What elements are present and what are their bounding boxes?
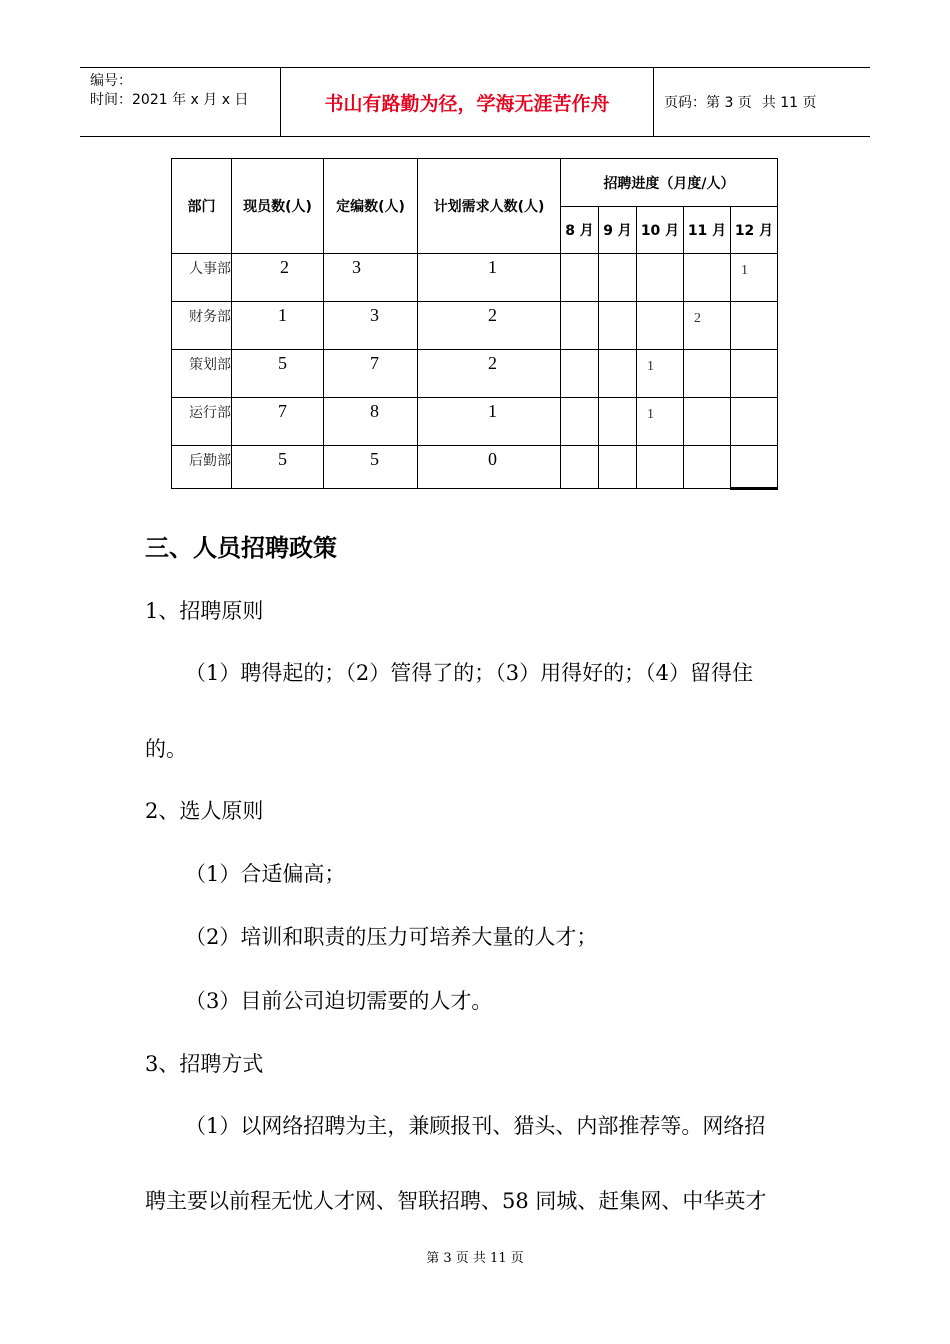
table-row — [172, 254, 778, 302]
cell-m10 — [637, 446, 684, 489]
cell-m12 — [731, 302, 778, 350]
cell-m9 — [599, 302, 637, 350]
cell-dept: 后勤部 — [172, 446, 232, 489]
page-label: 页码：第 3 页 — [664, 95, 752, 111]
heading-methods: 3、招聘方式 — [145, 1052, 264, 1076]
methods-line-1: （1）以网络招聘为主，兼顾报刊、猎头、内部推荐等。网络招 — [185, 1114, 766, 1138]
cell-m9 — [599, 254, 637, 302]
cell-plan: 0 — [418, 446, 561, 489]
cell-m12 — [731, 350, 778, 398]
selection-item-2: （2）培训和职责的压力可培养大量的人才； — [185, 925, 598, 949]
cell-plan: 2 — [418, 302, 561, 350]
heading-selection: 2、选人原则 — [145, 799, 264, 823]
header-month-10: 10 月 — [637, 207, 684, 254]
selection-item-1: （1）合适偏高； — [185, 862, 346, 886]
cell-m8 — [561, 398, 599, 446]
header-current-staff: 现员数(人) — [232, 159, 324, 254]
principles-line-2: 的。 — [145, 737, 187, 761]
cell-current: 5 — [232, 350, 324, 398]
total-pages-label: 共 11 页 — [761, 95, 817, 111]
cell-m8 — [561, 254, 599, 302]
cell-m12 — [731, 398, 778, 446]
selection-item-3: （3）目前公司迫切需要的人才。 — [185, 989, 493, 1013]
cell-quota: 7 — [324, 350, 418, 398]
cell-m11 — [684, 350, 731, 398]
header-month-12: 12 月 — [731, 207, 778, 254]
header-month-11: 11 月 — [684, 207, 731, 254]
cell-m10: 1 — [637, 350, 684, 398]
time-label: 时间：2021 年 x 月 x 日 — [90, 92, 249, 108]
cell-dept: 策划部 — [172, 350, 232, 398]
cell-m10: 1 — [637, 398, 684, 446]
header-quota: 定编数(人) — [324, 159, 418, 254]
recruitment-table — [171, 158, 778, 490]
cell-m9 — [599, 398, 637, 446]
principles-line-1: （1）聘得起的；（2）管得了的；（3）用得好的；（4）留得住 — [185, 661, 753, 685]
header-meta — [80, 68, 281, 136]
cell-quota: 3 — [324, 254, 418, 302]
cell-current: 5 — [232, 446, 324, 489]
heading-principles: 1、招聘原则 — [145, 599, 264, 623]
table-row — [172, 398, 778, 446]
number-label: 编号： — [90, 73, 132, 89]
page-header — [80, 67, 870, 137]
cell-current: 7 — [232, 398, 324, 446]
header-planned-demand: 计划需求人数(人) — [418, 159, 561, 254]
header-month-9: 9 月 — [599, 207, 637, 254]
table-row — [172, 350, 778, 398]
cell-current: 2 — [232, 254, 324, 302]
cell-current: 1 — [232, 302, 324, 350]
page-footer: 第 3 页 共 11 页 — [426, 1251, 524, 1266]
cell-m10 — [637, 302, 684, 350]
cell-m11 — [684, 254, 731, 302]
cell-quota: 8 — [324, 398, 418, 446]
cell-m12 — [731, 446, 778, 489]
cell-plan: 1 — [418, 398, 561, 446]
cell-m10 — [637, 254, 684, 302]
table-row — [172, 446, 778, 489]
cell-dept: 人事部 — [172, 254, 232, 302]
cell-m9 — [599, 446, 637, 489]
methods-line-2: 聘主要以前程无忧人才网、智联招聘、58 同城、赶集网、中华英才 — [145, 1189, 767, 1213]
cell-m8 — [561, 446, 599, 489]
cell-dept: 运行部 — [172, 398, 232, 446]
header-progress: 招聘进度（月度/人） — [561, 159, 778, 207]
cell-plan: 1 — [418, 254, 561, 302]
cell-m8 — [561, 302, 599, 350]
cell-plan: 2 — [418, 350, 561, 398]
cell-dept: 财务部 — [172, 302, 232, 350]
header-slogan: 书山有路勤为径，学海无涯苦作舟 — [281, 68, 654, 136]
cell-m9 — [599, 350, 637, 398]
section-title: 三、人员招聘政策 — [145, 534, 337, 562]
cell-m11 — [684, 446, 731, 489]
cell-m11: 2 — [684, 302, 731, 350]
header-page-info — [664, 68, 870, 136]
header-month-8: 8 月 — [561, 207, 599, 254]
table-row — [172, 302, 778, 350]
cell-quota: 5 — [324, 446, 418, 489]
cell-m11 — [684, 398, 731, 446]
cell-m12: 1 — [731, 254, 778, 302]
cell-quota: 3 — [324, 302, 418, 350]
cell-m8 — [561, 350, 599, 398]
header-dept: 部门 — [172, 159, 232, 254]
